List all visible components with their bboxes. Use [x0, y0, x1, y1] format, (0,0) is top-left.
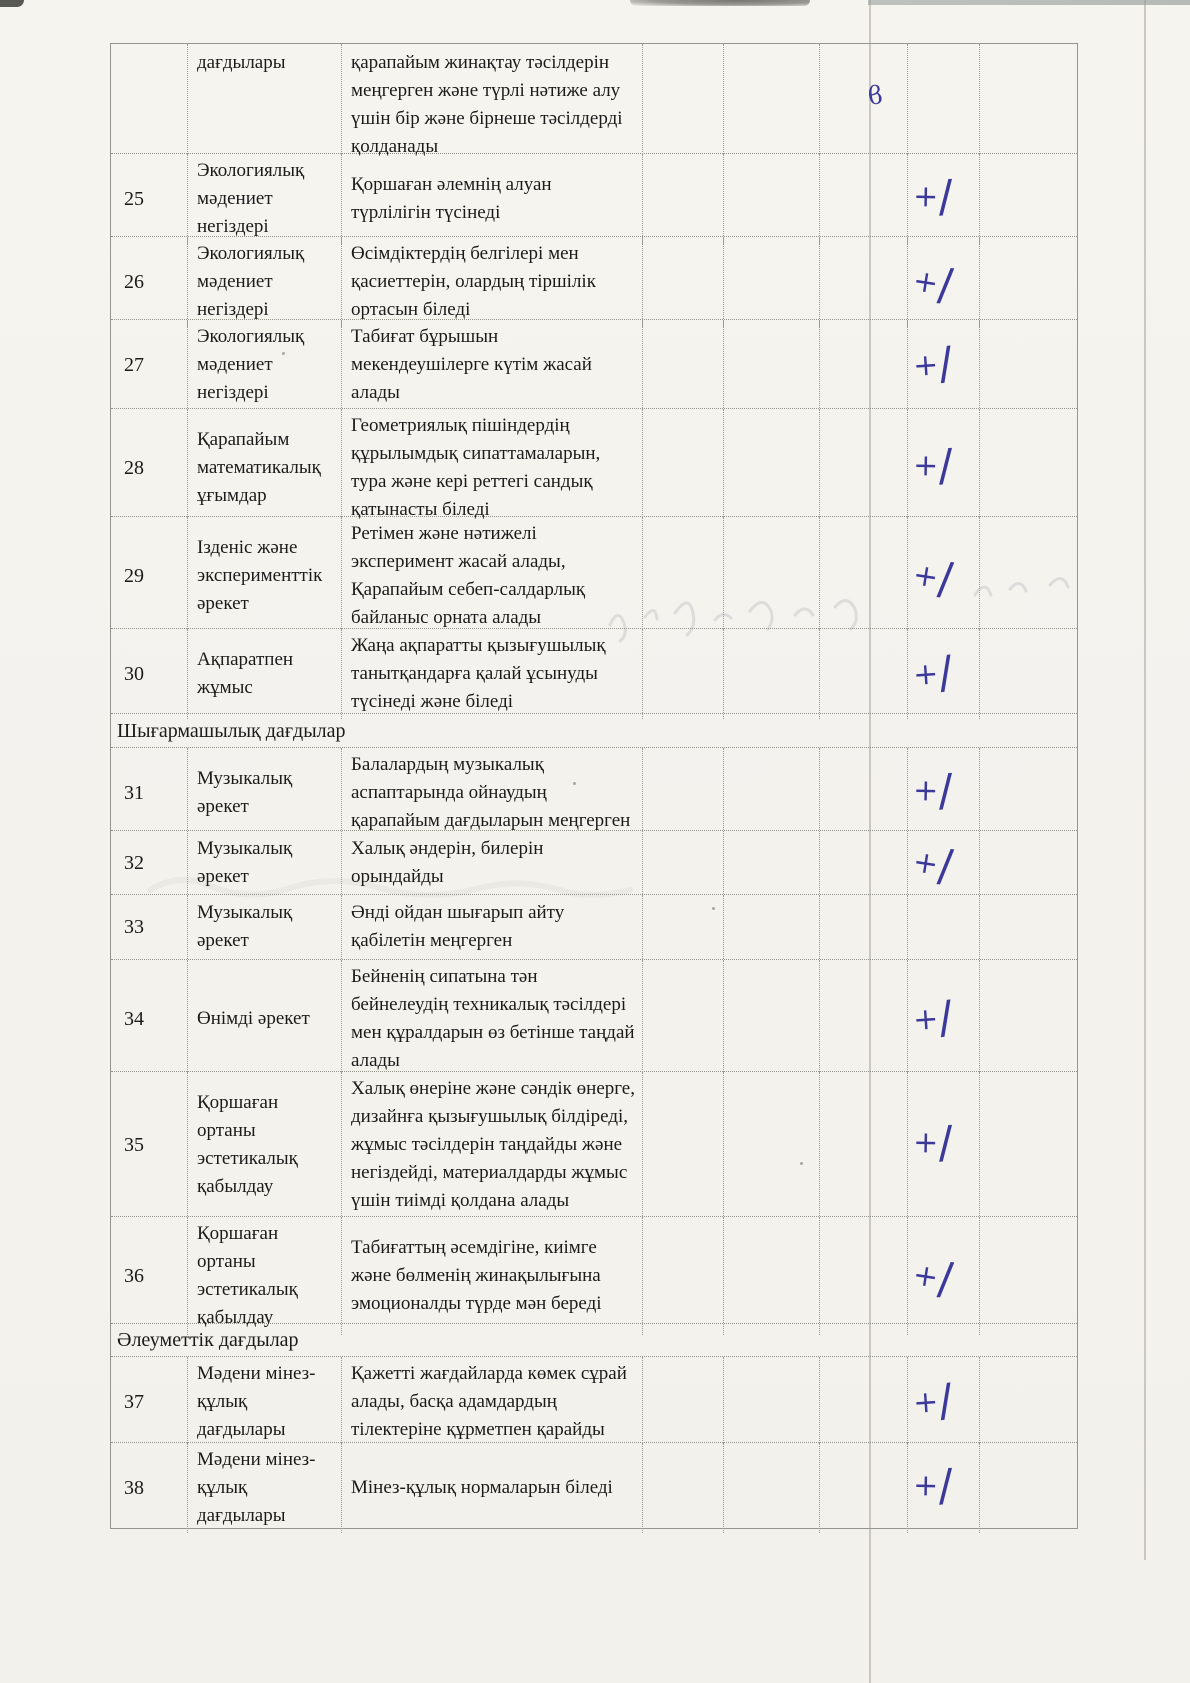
empty-cell: [724, 154, 820, 244]
description-cell: Мінез-құлық нормаларын біледі: [342, 1443, 643, 1533]
description-cell: Қажетті жағдайларда көмек сұрай алады, басқа адамдардың тілектеріне құрметпен қарайды: [342, 1357, 643, 1447]
table-row-28: [111, 409, 1077, 520]
row-number-cell: 30: [111, 629, 188, 719]
description-cell: қарапайым жинақтау тәсілдерін меңгерген және түрлі нәтиже алу үшін бір және бірнеше тәсілдерді қолданады: [342, 44, 643, 164]
category-cell: Экологиялық мәдениет негіздері: [188, 154, 342, 244]
empty-cell: [980, 960, 1077, 1078]
description-cell: Бейненің сипатына тән бейнелеудің техникалық тәсілдері мен құралдарын өз бетінше таңдай алады: [342, 960, 643, 1078]
mark-cell: [908, 748, 980, 838]
mark-cell: [908, 1217, 980, 1335]
handwritten-plus-slash-mark: +∕: [912, 991, 957, 1045]
row-number-cell: 31: [111, 748, 188, 838]
empty-cell: [724, 517, 820, 635]
scan-artifact-top-left-corner: [0, 0, 24, 7]
row-number-cell: 38: [111, 1443, 188, 1533]
table-row-continuation: [111, 44, 1077, 157]
empty-cell: [820, 320, 908, 410]
mark-cell: [908, 237, 980, 327]
empty-cell: [643, 1217, 724, 1335]
empty-cell: [980, 154, 1077, 244]
empty-cell: [820, 1217, 908, 1335]
empty-cell: [980, 409, 1077, 527]
section-label: Шығармашылық дағдылар: [117, 719, 346, 742]
category-cell: Музыкалық әрекет: [188, 831, 342, 894]
ink-loop-scribble: ϐ: [866, 80, 885, 111]
scan-artifact-top-right-edge: [868, 0, 1190, 5]
empty-cell: [724, 895, 820, 959]
category-cell: Ізденіс және эксперименттік әрекет: [188, 517, 342, 635]
row-number-cell: 26: [111, 237, 188, 327]
handwritten-plus-slash-mark: +∕: [912, 1459, 955, 1512]
empty-cell: [820, 1443, 908, 1533]
empty-cell: [820, 409, 908, 527]
empty-cell: [643, 895, 724, 959]
empty-cell: [980, 748, 1077, 838]
scan-artifact-top-smear: [630, 0, 810, 6]
empty-cell: [724, 1072, 820, 1218]
empty-cell: [908, 44, 980, 164]
description-cell: Әнді ойдан шығарып айту қабілетін меңгерген: [342, 895, 643, 959]
mark-cell: [908, 960, 980, 1078]
empty-cell: [724, 960, 820, 1078]
category-cell: Музыкалық әрекет: [188, 748, 342, 838]
table-row-31: [111, 748, 1077, 831]
empty-cell: [643, 517, 724, 635]
empty-cell: [820, 237, 908, 327]
category-cell: Музыкалық әрекет: [188, 895, 342, 959]
empty-cell: [980, 1072, 1077, 1218]
empty-cell: [980, 517, 1077, 635]
section-header-social-skills: [111, 1324, 1077, 1357]
table-row-37: [111, 1357, 1077, 1443]
handwritten-plus-slash-mark: +∕: [912, 646, 957, 700]
category-cell: Мәдени мінез-құлық дағдылары: [188, 1357, 342, 1447]
description-cell: Халық өнеріне және сәндік өнерге, дизайнға қызығушылық білдіреді, жұмыс тәсілдерін таңдайды және негіздейді, материалдарды жұмыс үшін тиімді қолдана алады: [342, 1072, 643, 1218]
empty-cell: [724, 629, 820, 719]
mark-cell: [908, 629, 980, 719]
description-cell: Геометриялық пішіндердің құрылымдық сипаттамаларын, тура және кері реттегі сандық қатынасты біледі: [342, 409, 643, 527]
empty-cell: [980, 1357, 1077, 1447]
section-header-creative-skills: [111, 714, 1077, 748]
row-number-cell: 34: [111, 960, 188, 1078]
row-number-cell: 35: [111, 1072, 188, 1218]
empty-cell: [724, 1217, 820, 1335]
empty-cell: [724, 237, 820, 327]
table-row-33: [111, 895, 1077, 960]
empty-cell: [980, 831, 1077, 894]
row-number-cell: 29: [111, 517, 188, 635]
mark-cell: [908, 831, 980, 894]
category-cell: Қоршаған ортаны эстетикалық қабылдау: [188, 1217, 342, 1335]
empty-cell: [643, 1357, 724, 1447]
empty-cell: [724, 320, 820, 410]
empty-cell: [980, 237, 1077, 327]
table-row-30: [111, 629, 1077, 714]
category-cell: Қоршаған ортаны эстетикалық қабылдау: [188, 1072, 342, 1218]
handwritten-plus-slash-mark: +∕: [912, 764, 955, 817]
empty-cell: [980, 895, 1077, 959]
description-cell: Өсімдіктердің белгілері мен қасиеттерін, олардың тіршілік ортасын біледі: [342, 237, 643, 327]
category-cell: Мәдени мінез-құлық дағдылары: [188, 1443, 342, 1533]
mark-cell: [908, 517, 980, 635]
mark-cell: [908, 1357, 980, 1447]
category-cell: Өнімді әрекет: [188, 960, 342, 1078]
description-cell: Балалардың музыкалық аспаптарында ойнаудың қарапайым дағдыларын меңгерген: [342, 748, 643, 838]
category-cell: Қарапайым математикалық ұғымдар: [188, 409, 342, 527]
handwritten-plus-slash-mark: +∕: [912, 170, 955, 223]
empty-cell: [643, 44, 724, 164]
row-number-cell: 36: [111, 1217, 188, 1335]
mark-cell: [908, 320, 980, 410]
empty-cell: [820, 1072, 908, 1218]
table-row-36: [111, 1217, 1077, 1328]
empty-cell: [643, 1072, 724, 1218]
empty-cell: [724, 1357, 820, 1447]
empty-cell: [820, 748, 908, 838]
description-cell: Ретімен және нәтижелі эксперимент жасай алады, Қарапайым себеп-салдарлық байланыс орната алады: [342, 517, 643, 635]
empty-cell: [820, 629, 908, 719]
table-row-29: [111, 517, 1077, 629]
page-edge-line: [1144, 0, 1146, 1560]
empty-cell: [724, 409, 820, 527]
category-cell: дағдылары: [188, 44, 342, 164]
table-row-34: [111, 960, 1077, 1072]
category-cell: Ақпаратпен жұмыс: [188, 629, 342, 719]
row-number-cell: 33: [111, 895, 188, 959]
mark-cell: [908, 154, 980, 244]
empty-cell: [820, 895, 908, 959]
handwritten-plus-slash-mark: +∕: [910, 259, 956, 312]
empty-cell: [980, 629, 1077, 719]
mark-cell: [908, 409, 980, 527]
table-row-27: [111, 320, 1077, 409]
empty-cell: [980, 44, 1077, 164]
empty-cell: [980, 1217, 1077, 1335]
table-row-38: [111, 1443, 1077, 1528]
empty-cell: [820, 1357, 908, 1447]
empty-cell: [643, 320, 724, 410]
description-cell: Табиғаттың әсемдігіне, киімге және бөлменің жинақылығына эмоционалды түрде мән береді: [342, 1217, 643, 1335]
empty-cell: [820, 831, 908, 894]
section-label: Әлеуметтік дағдылар: [117, 1329, 299, 1351]
empty-cell: [724, 1443, 820, 1533]
mark-cell: [908, 1443, 980, 1533]
handwritten-plus-slash-mark: +∕: [912, 337, 957, 391]
empty-cell: [908, 895, 980, 959]
row-number-cell: 27: [111, 320, 188, 410]
description-cell: Халық әндерін, билерін орындайды: [342, 831, 643, 894]
empty-cell: [643, 831, 724, 894]
mark-cell: [908, 1072, 980, 1218]
empty-cell: [643, 1443, 724, 1533]
row-number-cell: 28: [111, 409, 188, 527]
empty-cell: [724, 748, 820, 838]
empty-cell: [980, 1443, 1077, 1533]
empty-cell: [820, 154, 908, 244]
description-cell: Табиғат бұрышын мекендеушілерге күтім жасай алады: [342, 320, 643, 410]
handwritten-plus-slash-mark: +∕: [910, 839, 956, 892]
empty-cell: [724, 831, 820, 894]
empty-cell: [724, 44, 820, 164]
empty-cell: [643, 629, 724, 719]
empty-cell: [643, 237, 724, 327]
empty-cell: [643, 409, 724, 527]
handwritten-plus-slash-mark: +∕: [910, 1253, 956, 1306]
empty-cell: [820, 960, 908, 1078]
table-row-32: [111, 831, 1077, 895]
empty-cell: [643, 154, 724, 244]
empty-cell: [820, 44, 908, 164]
empty-cell: [643, 960, 724, 1078]
description-cell: Қоршаған әлемнің алуан түрлілігін түсінеді: [342, 154, 643, 244]
row-number-cell: 37: [111, 1357, 188, 1447]
handwritten-plus-slash-mark: +∕: [912, 1374, 957, 1428]
table-row-35: [111, 1072, 1077, 1217]
assessment-table: [110, 43, 1078, 1529]
handwritten-plus-slash-mark: +∕: [912, 439, 955, 492]
empty-cell: [643, 748, 724, 838]
category-cell: Экологиялық мәдениет негіздері: [188, 320, 342, 410]
handwritten-plus-slash-mark: +∕: [910, 553, 956, 606]
empty-cell: [820, 517, 908, 635]
table-row-25: [111, 154, 1077, 237]
description-cell: Жаңа ақпаратты қызығушылық танытқандарға қалай ұсынуды түсінеді және біледі: [342, 629, 643, 719]
row-number-cell: [111, 44, 188, 164]
empty-cell: [980, 320, 1077, 410]
row-number-cell: 25: [111, 154, 188, 244]
table-row-26: [111, 237, 1077, 320]
handwritten-plus-slash-mark: +∕: [912, 1116, 955, 1169]
row-number-cell: 32: [111, 831, 188, 894]
category-cell: Экологиялық мәдениет негіздері: [188, 237, 342, 327]
